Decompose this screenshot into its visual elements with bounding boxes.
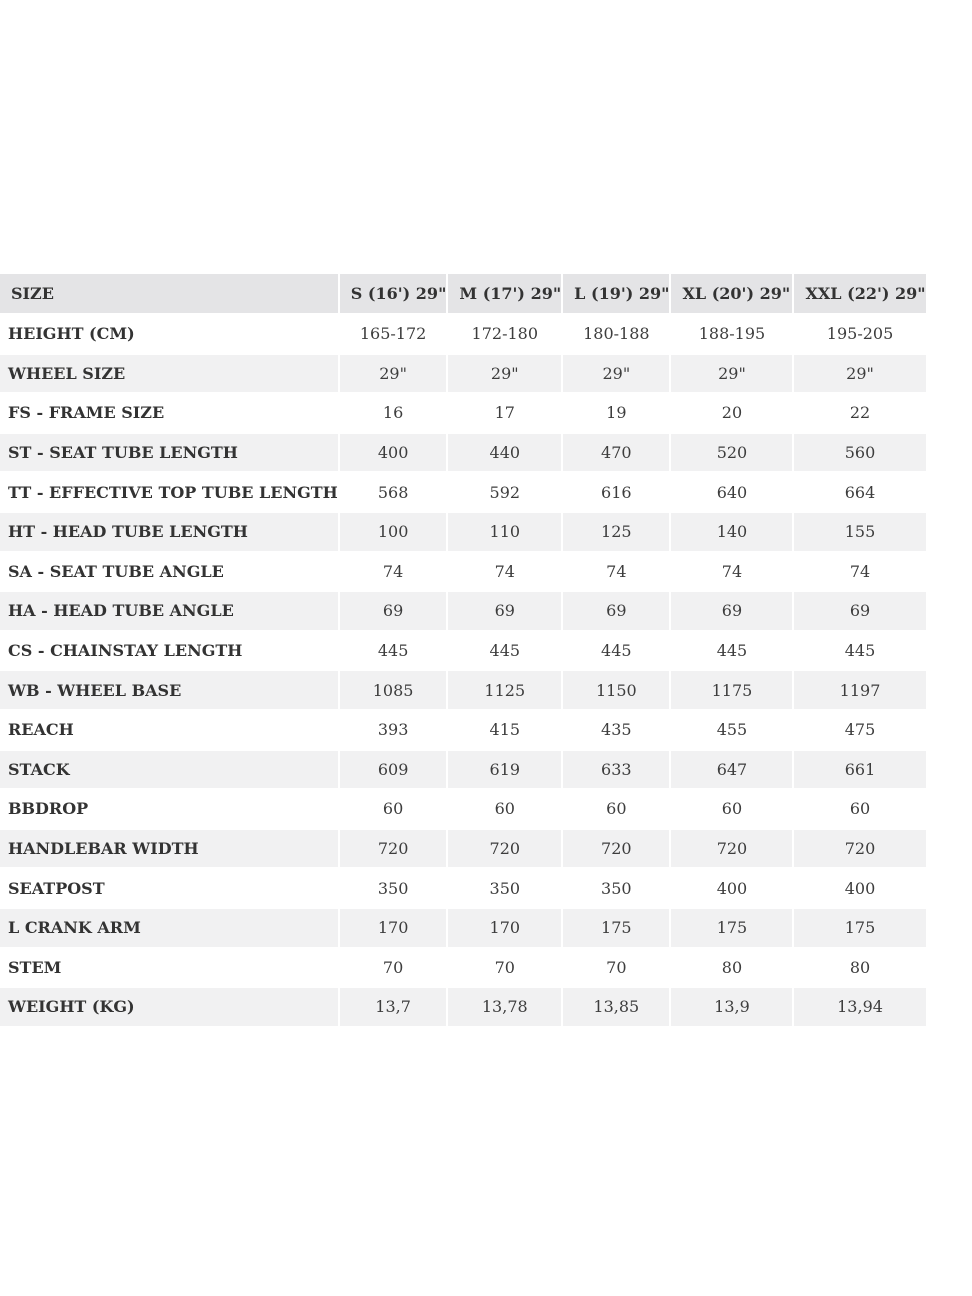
geometry-table	[0, 272, 928, 1028]
header-size-l: L (19') 29"	[563, 274, 669, 313]
table-row	[0, 869, 926, 907]
table-cell: 445	[794, 632, 925, 670]
table-cell: 435	[563, 711, 669, 749]
table-cell: 400	[794, 869, 925, 907]
table-row	[0, 553, 926, 591]
table-cell: 165-172	[340, 315, 447, 353]
table-cell: 568	[340, 473, 447, 511]
table-cell: 592	[448, 473, 561, 511]
row-label: WB - WHEEL BASE	[0, 671, 338, 709]
table-cell: 70	[563, 949, 669, 987]
table-cell: 1197	[794, 671, 925, 709]
table-cell: 445	[671, 632, 792, 670]
table-cell: 560	[794, 434, 925, 472]
table-cell: 70	[448, 949, 561, 987]
table-cell: 100	[340, 513, 447, 551]
table-row	[0, 632, 926, 670]
row-label: CS - CHAINSTAY LENGTH	[0, 632, 338, 670]
row-label: HEIGHT (CM)	[0, 315, 338, 353]
table-row	[0, 751, 926, 789]
table-cell: 445	[448, 632, 561, 670]
header-size-xl: XL (20') 29"	[671, 274, 792, 313]
table-cell: 640	[671, 473, 792, 511]
header-size-s: S (16') 29"	[340, 274, 447, 313]
table-cell: 19	[563, 394, 669, 432]
table-cell: 69	[671, 592, 792, 630]
table-row	[0, 434, 926, 472]
table-cell: 664	[794, 473, 925, 511]
table-cell: 175	[794, 909, 925, 947]
table-cell: 619	[448, 751, 561, 789]
table-cell: 80	[794, 949, 925, 987]
table-cell: 69	[448, 592, 561, 630]
table-cell: 155	[794, 513, 925, 551]
row-label: WEIGHT (KG)	[0, 988, 338, 1026]
table-cell: 22	[794, 394, 925, 432]
table-cell: 720	[563, 830, 669, 868]
table-cell: 415	[448, 711, 561, 749]
table-cell: 29"	[671, 355, 792, 393]
table-cell: 445	[340, 632, 447, 670]
row-label: L CRANK ARM	[0, 909, 338, 947]
table-cell: 180-188	[563, 315, 669, 353]
table-cell: 633	[563, 751, 669, 789]
header-size-xxl: XXL (22') 29"	[794, 274, 925, 313]
row-label: FS - FRAME SIZE	[0, 394, 338, 432]
table-row	[0, 949, 926, 987]
table-cell: 440	[448, 434, 561, 472]
table-cell: 16	[340, 394, 447, 432]
row-label: HT - HEAD TUBE LENGTH	[0, 513, 338, 551]
table-row	[0, 671, 926, 709]
table-cell: 13,78	[448, 988, 561, 1026]
table-cell: 195-205	[794, 315, 925, 353]
table-cell: 647	[671, 751, 792, 789]
table-cell: 140	[671, 513, 792, 551]
table-row	[0, 315, 926, 353]
table-cell: 350	[448, 869, 561, 907]
table-cell: 69	[340, 592, 447, 630]
table-cell: 400	[340, 434, 447, 472]
table-cell: 29"	[448, 355, 561, 393]
table-row	[0, 830, 926, 868]
table-cell: 13,94	[794, 988, 925, 1026]
table-row	[0, 513, 926, 551]
table-cell: 350	[563, 869, 669, 907]
row-label: HANDLEBAR WIDTH	[0, 830, 338, 868]
row-label: SEATPOST	[0, 869, 338, 907]
table-cell: 60	[671, 790, 792, 828]
header-size-label: SIZE	[0, 274, 338, 313]
header-row	[0, 274, 926, 313]
table-cell: 720	[448, 830, 561, 868]
table-row	[0, 711, 926, 749]
row-label: REACH	[0, 711, 338, 749]
table-cell: 175	[671, 909, 792, 947]
table-cell: 60	[448, 790, 561, 828]
table-cell: 74	[340, 553, 447, 591]
table-cell: 29"	[340, 355, 447, 393]
table-cell: 400	[671, 869, 792, 907]
table-row	[0, 355, 926, 393]
table-cell: 170	[448, 909, 561, 947]
table-cell: 29"	[794, 355, 925, 393]
row-label: ST - SEAT TUBE LENGTH	[0, 434, 338, 472]
table-cell: 393	[340, 711, 447, 749]
table-cell: 616	[563, 473, 669, 511]
table-cell: 170	[340, 909, 447, 947]
table-cell: 74	[794, 553, 925, 591]
table-cell: 69	[563, 592, 669, 630]
table-cell: 720	[671, 830, 792, 868]
table-cell: 720	[340, 830, 447, 868]
table-row	[0, 592, 926, 630]
table-cell: 60	[340, 790, 447, 828]
table-cell: 661	[794, 751, 925, 789]
row-label: STEM	[0, 949, 338, 987]
table-header	[0, 274, 926, 313]
table-cell: 74	[448, 553, 561, 591]
table-cell: 17	[448, 394, 561, 432]
table-cell: 1085	[340, 671, 447, 709]
table-row	[0, 988, 926, 1026]
row-label: STACK	[0, 751, 338, 789]
table-row	[0, 394, 926, 432]
table-cell: 720	[794, 830, 925, 868]
table-cell: 1125	[448, 671, 561, 709]
row-label: TT - EFFECTIVE TOP TUBE LENGTH	[0, 473, 338, 511]
table-cell: 13,7	[340, 988, 447, 1026]
table-cell: 60	[794, 790, 925, 828]
table-cell: 29"	[563, 355, 669, 393]
row-label: BBDROP	[0, 790, 338, 828]
table-cell: 350	[340, 869, 447, 907]
row-label: SA - SEAT TUBE ANGLE	[0, 553, 338, 591]
table-cell: 1175	[671, 671, 792, 709]
table-cell: 125	[563, 513, 669, 551]
table-cell: 110	[448, 513, 561, 551]
table-cell: 69	[794, 592, 925, 630]
table-cell: 60	[563, 790, 669, 828]
table-cell: 13,85	[563, 988, 669, 1026]
table-cell: 74	[563, 553, 669, 591]
table-body	[0, 315, 926, 1026]
table-cell: 175	[563, 909, 669, 947]
table-cell: 520	[671, 434, 792, 472]
table-row	[0, 909, 926, 947]
table-cell: 188-195	[671, 315, 792, 353]
table-cell: 470	[563, 434, 669, 472]
table-cell: 445	[563, 632, 669, 670]
row-label: HA - HEAD TUBE ANGLE	[0, 592, 338, 630]
table-row	[0, 790, 926, 828]
table-cell: 172-180	[448, 315, 561, 353]
table-cell: 475	[794, 711, 925, 749]
row-label: WHEEL SIZE	[0, 355, 338, 393]
table-cell: 609	[340, 751, 447, 789]
header-size-m: M (17') 29"	[448, 274, 561, 313]
table-cell: 20	[671, 394, 792, 432]
table-cell: 1150	[563, 671, 669, 709]
table-cell: 455	[671, 711, 792, 749]
table-row	[0, 473, 926, 511]
table-cell: 13,9	[671, 988, 792, 1026]
table-cell: 70	[340, 949, 447, 987]
table-cell: 74	[671, 553, 792, 591]
table-cell: 80	[671, 949, 792, 987]
